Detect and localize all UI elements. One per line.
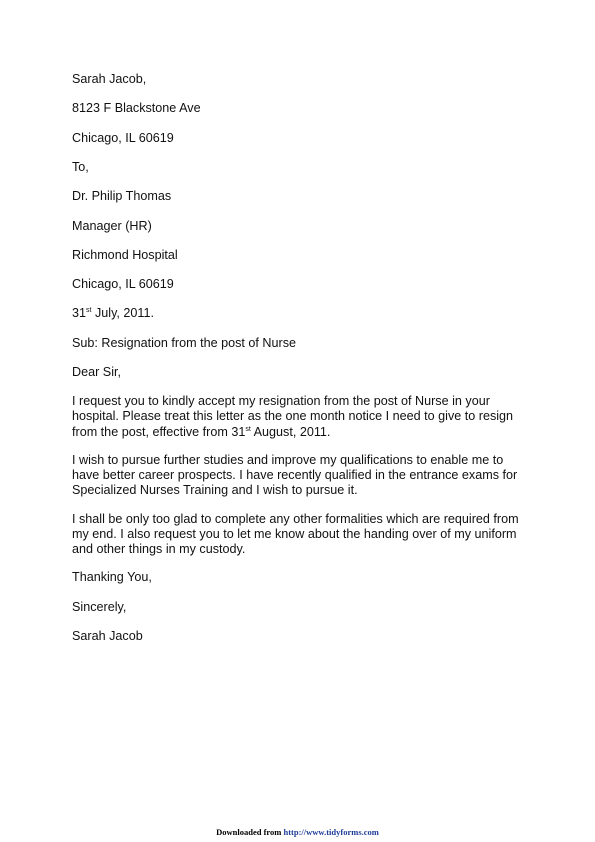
effective-date-post: August, 2011. <box>250 424 331 439</box>
closing-thanks: Thanking You, <box>72 570 152 585</box>
paragraph-line <box>72 425 513 440</box>
recipient-title: Manager (HR) <box>72 218 152 233</box>
footer-credit <box>0 827 595 837</box>
date-suffix: st <box>86 307 92 315</box>
recipient-name: Dr. Philip Thomas <box>72 189 172 204</box>
closing-sincerely: Sincerely, <box>72 599 127 614</box>
greeting: Dear Sir, <box>72 365 121 379</box>
paragraph-line: hospital. Please treat this letter as the one month notice I need to give to resign <box>72 409 514 424</box>
date-rest: July, 2011. <box>91 306 155 321</box>
subject-line: Sub: Resignation from the post of Nurse <box>72 335 297 350</box>
to-label: To, <box>72 159 89 174</box>
recipient-city: Chicago, IL 60619 <box>72 277 174 292</box>
paragraph-line: I request you to kindly accept my resignation from the post of Nurse in your <box>72 394 490 409</box>
effective-date-pre: from the post, effective from 31 <box>72 424 246 439</box>
sender-name: Sarah Jacob, <box>72 72 147 86</box>
paragraph-line: and other things in my custody. <box>72 541 246 556</box>
paragraph-line: I shall be only too glad to complete any other formalities which are required from <box>72 511 519 526</box>
sender-city: Chicago, IL 60619 <box>72 130 174 145</box>
letter-date <box>72 306 154 321</box>
footer-prefix: Downloaded from <box>216 827 284 837</box>
sender-street: 8123 F Blackstone Ave <box>72 101 201 116</box>
footer-link[interactable]: http://www.tidyforms.com <box>283 827 379 837</box>
paragraph-line: have better career prospects. I have recently qualified in the entrance exams for <box>72 468 518 483</box>
effective-date-suffix: st <box>245 425 251 433</box>
paragraph-line: Specialized Nurses Training and I wish to pursue it. <box>72 483 358 498</box>
paragraph-reason <box>72 453 517 499</box>
date-day: 31 <box>72 306 87 321</box>
paragraph-resignation <box>72 394 513 440</box>
recipient-organization: Richmond Hospital <box>72 247 178 262</box>
signature-name: Sarah Jacob <box>72 628 143 643</box>
paragraph-line: my end. I also request you to let me know about the handing over of my uniform <box>72 526 517 541</box>
paragraph-formalities <box>72 512 519 558</box>
paragraph-line: I wish to pursue further studies and improve my qualifications to enable me to <box>72 453 504 467</box>
